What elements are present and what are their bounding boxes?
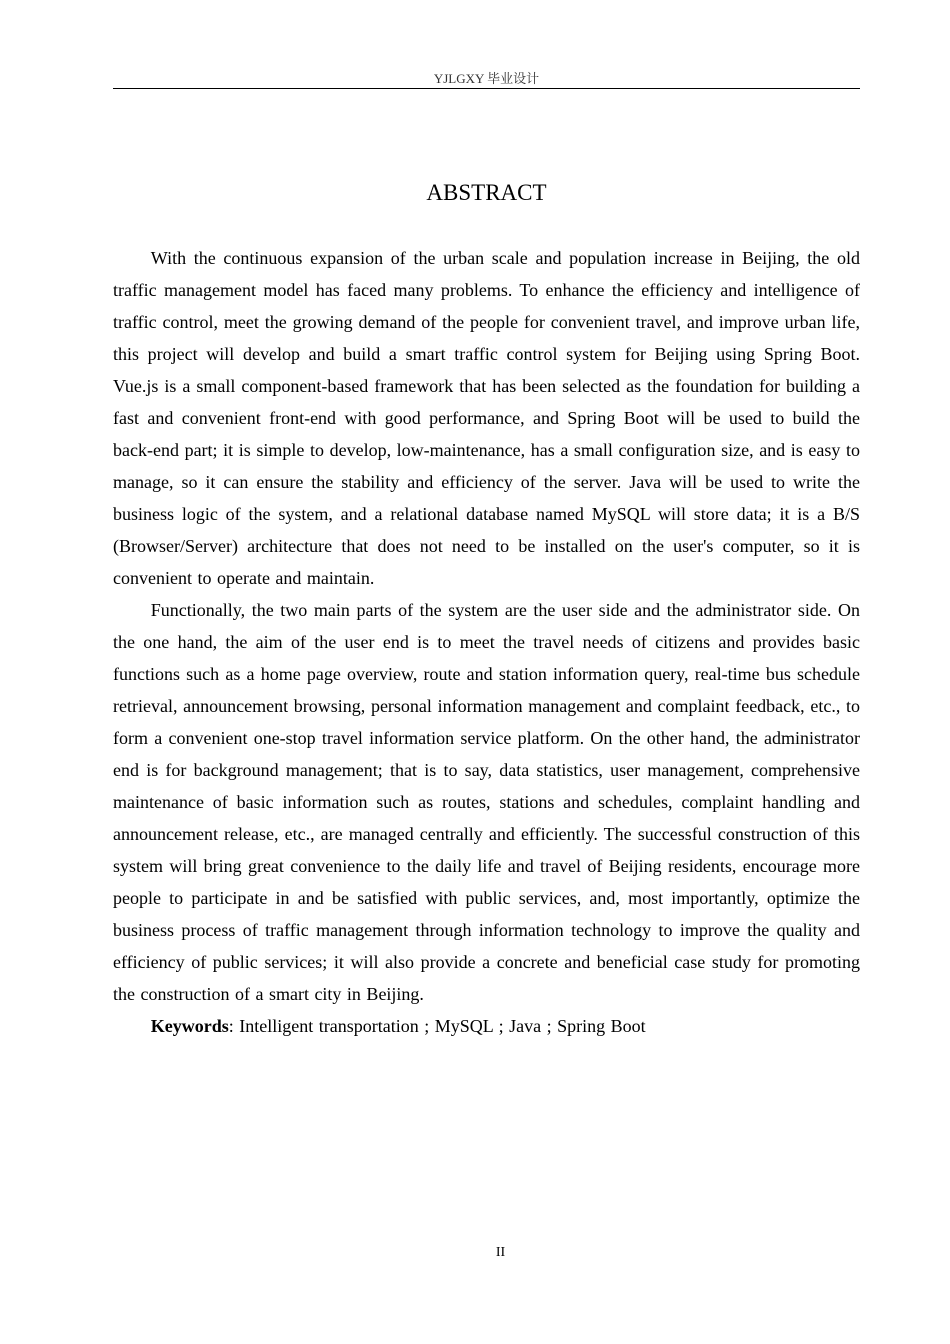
keywords-label: Keywords (150, 1016, 229, 1036)
page-title: ABSTRACT (426, 180, 547, 205)
abstract-body (113, 242, 860, 1042)
abstract-paragraph-1: With the continuous expansion of the urban scale and population increase in Beijing, the old traffic management model has faced many problems. To enhance the efficiency and intelligence of traffic control, meet the growing demand of the people for convenient travel, and improve urban life, this project will develop and build a smart traffic control system for Beijing using Spring Boot. Vue.js is a small component-based framework that has been selected as the foundation for building a fast and convenient front-end with good performance, and Spring Boot will be used to build the back-end part; it is simple to develop, low-maintenance, has a small configuration size, and is easy to manage, so it can ensure the stability and efficiency of the server. Java will be used to write the business logic of the system, and a relational database named MySQL will store data; it is a B/S (Browser/Server) architecture that does not need to be installed on the user's computer, so it is convenient to operate and maintain. (113, 248, 860, 588)
keywords-line (113, 1010, 860, 1042)
keywords-text: : Intelligent transportation ; MySQL ; Java ; Spring Boot (228, 1016, 646, 1036)
page-number: II (495, 1245, 506, 1260)
page-header (113, 70, 860, 89)
header-text: YJLGXY 毕业设计 (433, 71, 540, 86)
abstract-paragraph-2: Functionally, the two main parts of the system are the user side and the administrator side. On the one hand, the aim of the user end is to meet the travel needs of citizens and provides basic functions such as a home page overview, route and station information query, real-time bus schedule retrieval, announcement browsing, personal information management and complaint feedback, etc., to form a convenient one-stop travel information service platform. On the other hand, the administrator end is for background management; that is to say, data statistics, user management, comprehensive maintenance of basic information such as routes, stations and schedules, complaint handling and announcement release, etc., are managed centrally and efficiently. The successful construction of this system will bring great convenience to the daily life and travel of Beijing residents, encourage more people to participate in and be satisfied with public services, and, most importantly, optimize the business process of traffic management through information technology to improve the quality and efficiency of public services; it will also provide a concrete and beneficial case study for promoting the construction of a smart city in Beijing. (113, 600, 860, 1004)
